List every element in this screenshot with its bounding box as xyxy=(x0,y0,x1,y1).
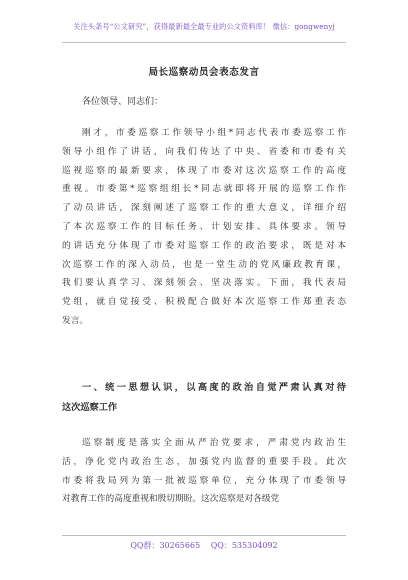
paragraph1-line: 重视。市委第*巡察组组长*同志就即将开展的巡察工作作 xyxy=(62,184,346,195)
paragraph-2 xyxy=(62,434,346,509)
header-divider xyxy=(62,42,346,43)
paragraph1-line: 的讲话充分体现了市委对巡察工作的政治要求，既是对本 xyxy=(62,240,346,251)
paragraph1-line: 巡视巡察的最新要求，体现了市委对这次巡察工作的高度 xyxy=(62,165,346,176)
heading1-line: 一、统一思想认识，以高度的政治自觉严肃认真对待 xyxy=(82,382,346,393)
paragraph2-line: 巡察制度是落实全面从严治党要求，严肃党内政治生 xyxy=(82,438,346,448)
paragraph1-line: 了动员讲话，深刻阐述了巡察工作的重大意义，详细介绍 xyxy=(62,203,346,214)
paragraph1-line: 我们要认真学习、深刻领会、坚决落实。下面，我代表局 xyxy=(62,278,346,289)
paragraph1-line: 领导小组作了讲话，向我们传达了中央、省委和市委有关 xyxy=(62,146,346,157)
paragraph2-line: 对教育工作的高度重视和殷切期盼。这次巡察是对各级党 xyxy=(62,494,280,505)
paragraph-1 xyxy=(62,124,346,331)
footer-qq-group: QQ群：30265665 xyxy=(130,541,201,550)
paragraph1-line: 党组，就自觉接受、积极配合做好本次巡察工作郑重表态 xyxy=(62,297,346,308)
heading1-line: 这次巡察工作 xyxy=(62,402,118,413)
footer-contacts xyxy=(0,540,408,551)
paragraph1-line: 发言。 xyxy=(62,315,89,326)
document-title: 局长巡察动员会表态发言 xyxy=(148,67,260,78)
salutation: 各位领导、同志们： xyxy=(82,97,164,107)
header-banner: 关注头条号“公文研究”，获得最新最全最专业的公文资料库！ 微信：gongwenyj xyxy=(73,22,335,31)
paragraph1-line: 刚才，市委巡察工作领导小组*同志代表市委巡察工作 xyxy=(82,128,346,138)
paragraph1-line: 次巡察工作的深入动员，也是一堂生动的党风廉政教育课， xyxy=(62,259,346,270)
paragraph2-line: 活，净化党内政治生态，加强党内监督的重要手段。此次 xyxy=(62,456,346,467)
footer-qq: QQ：535304092 xyxy=(210,541,278,550)
paragraph1-line: 了本次巡察工作的目标任务、计划安排、具体要求。领导 xyxy=(62,221,346,232)
paragraph2-line: 市委将我局列为第一批被巡察单位，充分体现了市委领导 xyxy=(62,475,346,486)
section-heading-1 xyxy=(62,378,346,418)
footer-divider xyxy=(62,535,346,536)
